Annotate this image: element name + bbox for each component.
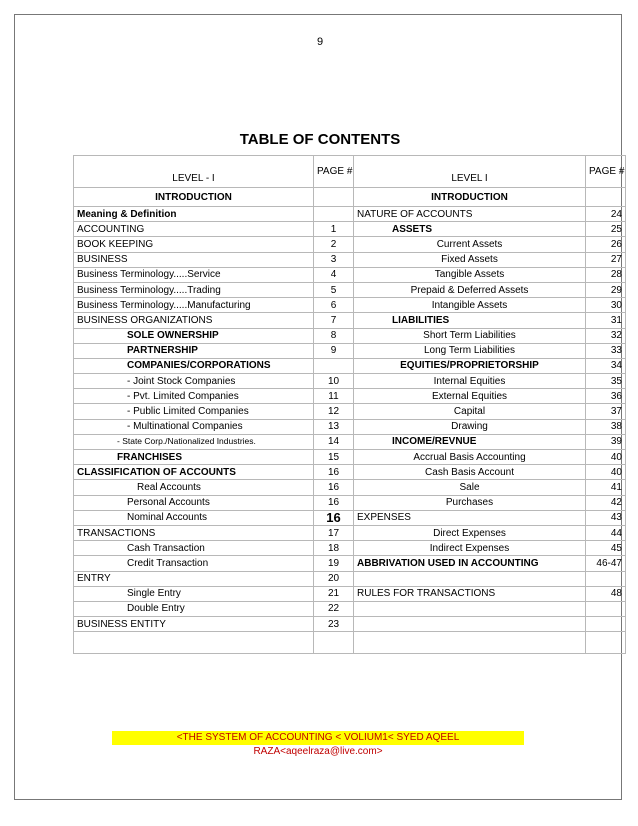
toc-blank-cell [354,632,586,654]
toc-right-page: 44 [586,525,626,540]
toc-row [74,252,626,267]
toc-right-page: 48 [586,586,626,601]
toc-right-entry: Tangible Assets [354,267,586,282]
toc-left-entry: - Joint Stock Companies [74,374,314,389]
toc-left-page: 5 [314,282,354,297]
toc-left-page: 16 [314,465,354,480]
toc-row [74,495,626,510]
toc-left-entry: BOOK KEEPING [74,237,314,252]
toc-right-page: 35 [586,374,626,389]
toc-right-page: 42 [586,495,626,510]
toc-right-entry: Short Term Liabilities [354,328,586,343]
intro-spacer [586,188,626,207]
toc-right-entry: Purchases [354,495,586,510]
toc-right-page: 31 [586,313,626,328]
toc-right-page: 41 [586,480,626,495]
toc-left-page: 15 [314,450,354,465]
toc-right-page: 36 [586,389,626,404]
toc-blank-cell [586,632,626,654]
toc-title: TABLE OF CONTENTS [239,131,401,148]
toc-right-entry: Fixed Assets [354,252,586,267]
toc-left-page: 23 [314,617,354,632]
toc-right-entry: LIABILITIES [354,313,586,328]
toc-row [74,282,626,297]
footer-banner: <THE SYSTEM OF ACCOUNTING < VOLIUM1< SYED AQEEL RAZA<aqeelraza@live.com> [112,731,524,745]
right-level-header: LEVEL I [354,156,586,188]
toc-left-page: 16 [314,495,354,510]
toc-left-page: 6 [314,298,354,313]
left-page-header: PAGE # [314,156,354,188]
toc-left-page: 19 [314,556,354,571]
toc-right-page [586,571,626,586]
toc-row [74,510,626,525]
toc-table [73,155,626,654]
toc-right-entry: EXPENSES [354,510,586,525]
toc-right-page: 38 [586,419,626,434]
toc-left-entry: BUSINESS ORGANIZATIONS [74,313,314,328]
toc-right-entry: Drawing [354,419,586,434]
toc-right-page: 27 [586,252,626,267]
toc-right-entry: Internal Equities [354,374,586,389]
toc-left-entry: - State Corp./Nationalized Industries. [74,434,314,449]
toc-left-page: 2 [314,237,354,252]
toc-row [74,450,626,465]
toc-right-page: 45 [586,541,626,556]
toc-row [74,358,626,373]
toc-right-entry: Intangible Assets [354,298,586,313]
toc-left-entry: Business Terminology.....Service [74,267,314,282]
left-intro-heading: INTRODUCTION [74,188,314,207]
toc-left-page: 8 [314,328,354,343]
toc-right-entry: ABBRIVATION USED IN ACCOUNTING [354,556,586,571]
toc-left-page: 7 [314,313,354,328]
toc-row [74,237,626,252]
toc-right-page: 26 [586,237,626,252]
toc-right-page: 29 [586,282,626,297]
toc-right-entry: INCOME/REVNUE [354,434,586,449]
toc-row [74,343,626,358]
toc-left-entry: Double Entry [74,601,314,616]
toc-left-page: 16 [314,510,354,525]
toc-right-entry: Long Term Liabilities [354,343,586,358]
toc-row [74,434,626,449]
page-number: 9 [316,36,324,48]
toc-left-entry: FRANCHISES [74,450,314,465]
toc-right-entry: EQUITIES/PROPRIETORSHIP [354,358,586,373]
toc-right-page: 46-47 [586,556,626,571]
toc-left-entry: COMPANIES/CORPORATIONS [74,358,314,373]
toc-row [74,298,626,313]
toc-left-page: 10 [314,374,354,389]
toc-left-page: 9 [314,343,354,358]
toc-left-entry: Meaning & Definition [74,207,314,222]
toc-right-page: 39 [586,434,626,449]
toc-row [74,586,626,601]
toc-left-entry: Cash Transaction [74,541,314,556]
toc-left-entry: BUSINESS [74,252,314,267]
toc-right-page [586,617,626,632]
right-page-header: PAGE # [586,156,626,188]
toc-blank-cell [74,632,314,654]
toc-blank-row [74,632,626,654]
intro-spacer [314,188,354,207]
toc-left-page: 18 [314,541,354,556]
toc-left-page: 20 [314,571,354,586]
toc-right-entry: Indirect Expenses [354,541,586,556]
right-intro-heading: INTRODUCTION [354,188,586,207]
toc-left-entry: Credit Transaction [74,556,314,571]
toc-left-entry: - Public Limited Companies [74,404,314,419]
toc-row [74,267,626,282]
toc-header-row [74,156,626,188]
toc-left-entry: Single Entry [74,586,314,601]
toc-left-entry: Personal Accounts [74,495,314,510]
toc-row [74,374,626,389]
toc-right-entry [354,571,586,586]
toc-left-entry: Real Accounts [74,480,314,495]
toc-left-page: 21 [314,586,354,601]
toc-blank-cell [314,632,354,654]
toc-row [74,525,626,540]
toc-left-page: 1 [314,222,354,237]
toc-row [74,222,626,237]
toc-row [74,617,626,632]
toc-right-entry: Accrual Basis Accounting [354,450,586,465]
toc-right-page [586,601,626,616]
toc-left-entry: BUSINESS ENTITY [74,617,314,632]
toc-right-page: 43 [586,510,626,525]
toc-row [74,328,626,343]
toc-row [74,207,626,222]
toc-right-entry: Direct Expenses [354,525,586,540]
toc-row [74,556,626,571]
toc-right-entry: Prepaid & Deferred Assets [354,282,586,297]
toc-left-entry: SOLE OWNERSHIP [74,328,314,343]
toc-left-page: 16 [314,480,354,495]
toc-left-page [314,358,354,373]
toc-right-entry: NATURE OF ACCOUNTS [354,207,586,222]
toc-left-page: 3 [314,252,354,267]
toc-right-entry: RULES FOR TRANSACTIONS [354,586,586,601]
toc-left-entry: ENTRY [74,571,314,586]
toc-left-entry: Business Terminology.....Trading [74,282,314,297]
toc-left-entry: Nominal Accounts [74,510,314,525]
toc-left-page: 12 [314,404,354,419]
toc-right-entry: ASSETS [354,222,586,237]
toc-right-entry [354,617,586,632]
toc-right-entry: Cash Basis Account [354,465,586,480]
toc-right-page: 40 [586,450,626,465]
toc-left-page: 11 [314,389,354,404]
toc-row [74,404,626,419]
toc-row [74,419,626,434]
toc-right-page: 40 [586,465,626,480]
toc-row [74,601,626,616]
toc-left-page: 14 [314,434,354,449]
toc-right-page: 32 [586,328,626,343]
toc-row [74,465,626,480]
toc-row [74,313,626,328]
toc-row [74,480,626,495]
toc-row [74,571,626,586]
toc-right-page: 25 [586,222,626,237]
toc-right-page: 24 [586,207,626,222]
toc-left-entry: - Pvt. Limited Companies [74,389,314,404]
toc-left-entry: CLASSIFICATION OF ACCOUNTS [74,465,314,480]
toc-right-page: 37 [586,404,626,419]
toc-row [74,389,626,404]
toc-left-entry: TRANSACTIONS [74,525,314,540]
toc-right-entry: Capital [354,404,586,419]
toc-right-page: 34 [586,358,626,373]
toc-left-entry: ACCOUNTING [74,222,314,237]
toc-right-page: 33 [586,343,626,358]
toc-left-page: 13 [314,419,354,434]
toc-right-entry: External Equities [354,389,586,404]
toc-left-entry: Business Terminology.....Manufacturing [74,298,314,313]
toc-left-entry: - Multinational Companies [74,419,314,434]
intro-row [74,188,626,207]
toc-right-entry: Current Assets [354,237,586,252]
toc-left-page: 22 [314,601,354,616]
toc-right-entry: Sale [354,480,586,495]
toc-left-page: 17 [314,525,354,540]
toc-left-page: 4 [314,267,354,282]
toc-left-entry: PARTNERSHIP [74,343,314,358]
toc-left-page [314,207,354,222]
toc-right-page: 28 [586,267,626,282]
toc-row [74,541,626,556]
left-level-header: LEVEL - I [74,156,314,188]
toc-right-entry [354,601,586,616]
toc-right-page: 30 [586,298,626,313]
